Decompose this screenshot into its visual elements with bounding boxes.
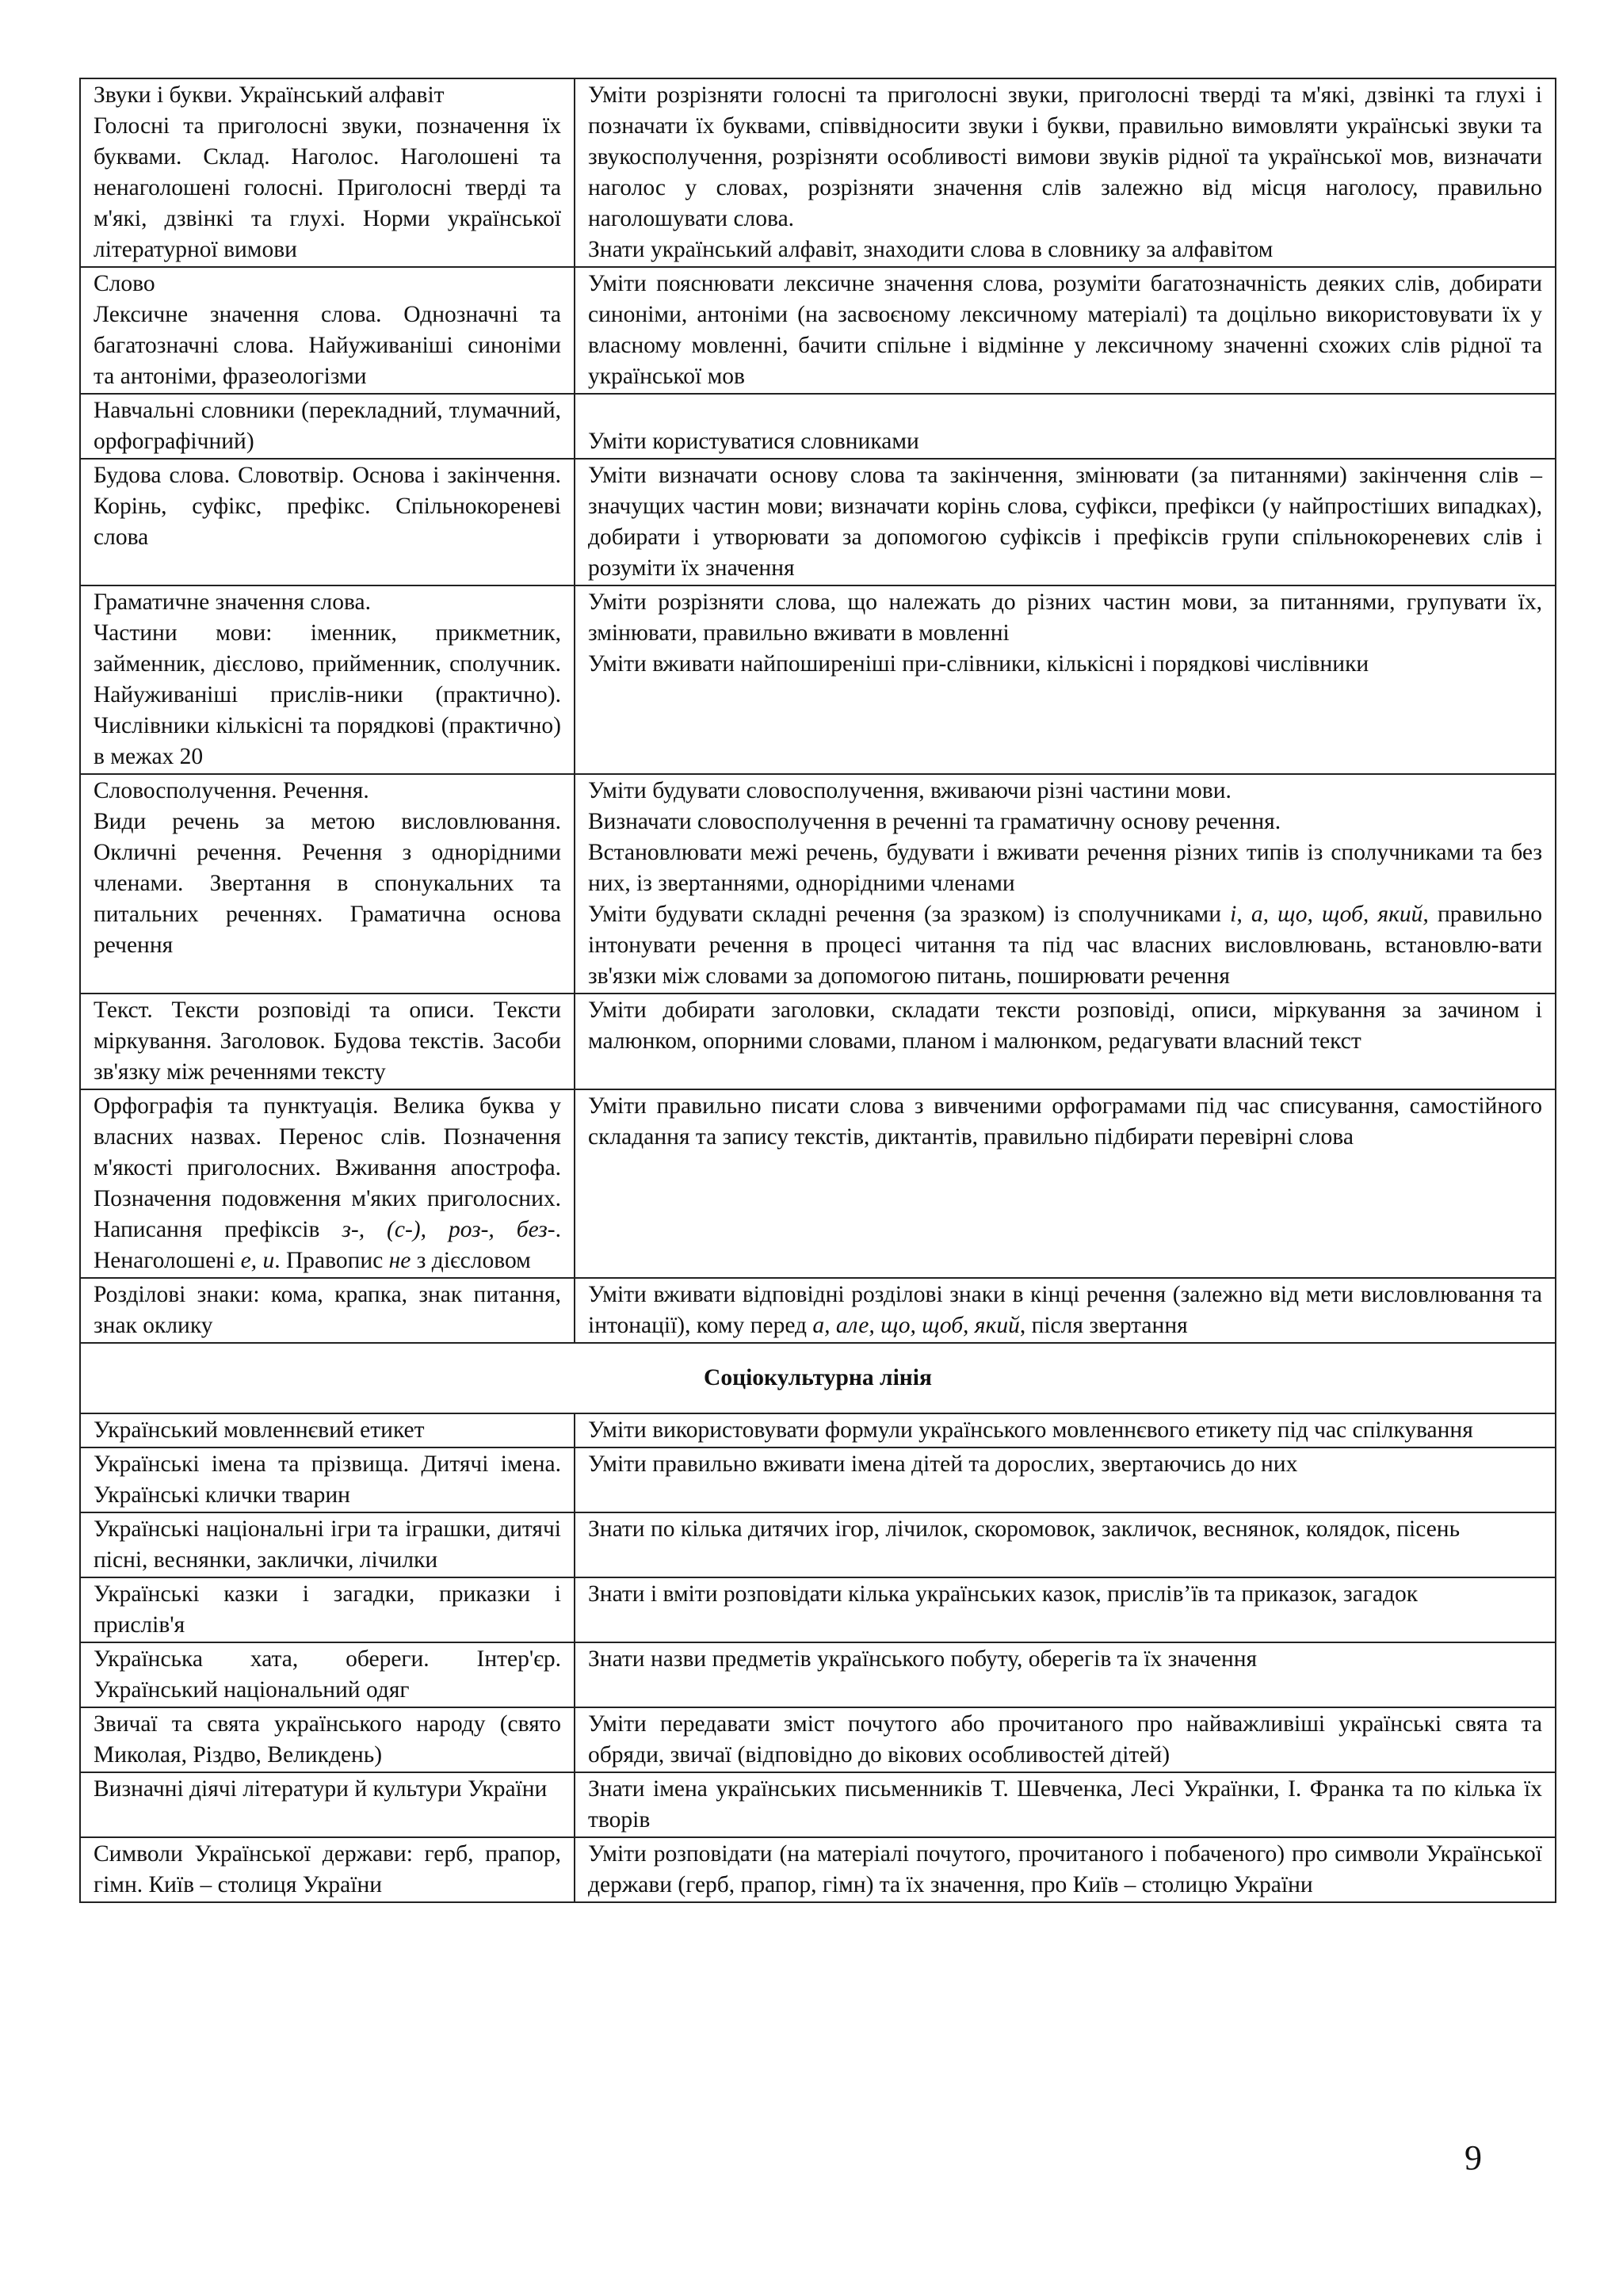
prefixes-list: з-, (с-), роз-, без- (342, 1217, 556, 1242)
table-row (80, 1447, 1556, 1512)
table-row (80, 774, 1556, 994)
topic-cell: Українські імена та прізвища. Дитячі імена. Українські клички тварин (80, 1447, 575, 1512)
page-number: 9 (1465, 2138, 1482, 2177)
topic-cell: Будова слова. Словотвір. Основа і закінчення. Корінь, суфікс, префікс. Спільнокореневі слова (80, 459, 575, 585)
conjunctions-list: а, але, що, щоб, який (812, 1313, 1020, 1338)
table-row (80, 1772, 1556, 1837)
topic-cell: Українська хата, обереги. Інтер'єр. Український національний одяг (80, 1642, 575, 1707)
curriculum-table (79, 78, 1556, 1903)
table-row (80, 1707, 1556, 1772)
topic-cell: Словосполучення. Речення. Види речень за метою висловлювання. Окличні речення. Речення з однорідними членами. Звертання в спонукальних та питальних реченнях. Граматична основа речення (80, 774, 575, 994)
complex-sentence-outcome: Уміти будувати складні речення (за зразком) із сполучниками і, а, що, щоб, який, правильно інтонувати речення в процесі читання та під час власних висловлювань, встановлю-вати зв'язки між словами за допомогою питань, поширювати речення (588, 902, 1543, 989)
outcome-cell: Уміти правильно вживати імена дітей та дорослих, звертаючись до них (575, 1447, 1556, 1512)
table-row (80, 585, 1556, 774)
topic-cell: Розділові знаки: кома, крапка, знак питання, знак оклику (80, 1278, 575, 1343)
table-row (80, 1512, 1556, 1577)
outcome-cell: Уміти добирати заголовки, складати тексти розповіді, описи, міркування за зачином і малюнком, опорними словами, планом і малюнком, редагувати власний текст (575, 994, 1556, 1089)
section-header-row (80, 1343, 1556, 1413)
table-row (80, 267, 1556, 394)
conjunctions-list: і, а, що, щоб, який, (1230, 902, 1429, 927)
outcome-cell: Уміти будувати словосполучення, вживаючи різні частини мови. Визначати словосполучення в реченні та граматичну основу речення. Встановлювати межі речень, будувати і вживати речення різних типів із сполучниками та без них, із звертаннями, однорідними членами Уміти будувати складні речення (за зразком) із сполучниками і, а, що, щоб, який, правильно інтонувати речення в процесі читання та під час власних висловлювань, встановлю-вати зв'язки між словами за допомогою питань, поширювати речення (575, 774, 1556, 994)
topic-cell: Українські казки і загадки, приказки і прислів'я (80, 1577, 575, 1642)
table-row (80, 1577, 1556, 1642)
outcome-cell: Знати по кілька дитячих ігор, лічилок, скоромовок, закличок, веснянок, колядок, пісень (575, 1512, 1556, 1577)
topic-cell: Звуки і букви. Український алфавіт Голосні та приголосні звуки, позначення їх буквами. Склад. Наголос. Наголошені та ненаголошені голосні. Приголосні тверді та м'які, дзвінкі та глухі. Норми української літературної вимови (80, 78, 575, 267)
outcome-cell: Знати імена українських письменників Т. Шевченка, Лесі Українки, І. Франка та по кілька їх творів (575, 1772, 1556, 1837)
outcome-cell: Уміти користуватися словниками (575, 394, 1556, 459)
topic-cell: Визначні діячі літератури й культури України (80, 1772, 575, 1837)
outcome-cell: Уміти пояснювати лексичне значення слова, розуміти багатозначність деяких слів, добирати синоніми, антоніми (на засвоєному лексичному матеріалі) та доцільно використовувати їх у власному мовленні, бачити спільне і відмінне у лексичному значенні схожих слів рідної та української мов (575, 267, 1556, 394)
outcome-cell: Уміти визначати основу слова та закінчення, змінювати (за питаннями) закінчення слів – значущих частин мови; визначати корінь слова, суфікси, префікси (у найпростіших випадках), добирати і утворювати за допомогою суфіксів і префіксів групи спільнокореневих слів і розуміти їх значення (575, 459, 1556, 585)
outcome-cell: Уміти використовувати формули українського мовленнєвого етикету під час спілкування (575, 1413, 1556, 1447)
topic-cell: Граматичне значення слова. Частини мови: іменник, прикметник, займенник, дієслово, прийменник, сполучник. Найуживаніші прислів-ники (практично). Числівники кількісні та порядкові (практично) в межах 20 (80, 585, 575, 774)
topic-cell: Текст. Тексти розповіді та описи. Тексти міркування. Заголовок. Будова текстів. Засоби зв'язку між реченнями тексту (80, 994, 575, 1089)
outcome-cell: Уміти правильно писати слова з вивченими орфограмами під час списування, самостійного складання та запису текстів, диктантів, правильно підбирати перевірні слова (575, 1089, 1556, 1278)
table-row (80, 1413, 1556, 1447)
table-row (80, 1089, 1556, 1278)
table-row (80, 78, 1556, 267)
table-row (80, 1642, 1556, 1707)
topic-cell: Український мовленнєвий етикет (80, 1413, 575, 1447)
outcome-cell: Уміти передавати зміст почутого або прочитаного про найважливіші українські свята та обряди, звичаї (відповідно до вікових особливостей дітей) (575, 1707, 1556, 1772)
table-row (80, 1278, 1556, 1343)
table-row (80, 994, 1556, 1089)
table-row (80, 394, 1556, 459)
outcome-cell: Уміти вживати відповідні розділові знаки в кінці речення (залежно від мети висловлювання та інтонації), кому перед а, але, що, щоб, який, після звертання (575, 1278, 1556, 1343)
topic-cell: Символи Української держави: герб, прапор, гімн. Київ – столиця України (80, 1837, 575, 1902)
outcome-cell: Знати назви предметів українського побуту, оберегів та їх значення (575, 1642, 1556, 1707)
topic-cell: Слово Лексичне значення слова. Однозначні та багатозначні слова. Найуживаніші синоніми та антоніми, фразеологізми (80, 267, 575, 394)
section-title: Соціокультурна лінія (80, 1343, 1556, 1413)
vowels-list: е, и (240, 1248, 275, 1273)
outcome-cell: Уміти розповідати (на матеріалі почутого, прочитаного і побаченого) про символи Української держави (герб, прапор, гімн) та їх значення, про Київ – столицю України (575, 1837, 1556, 1902)
table-row (80, 1837, 1556, 1902)
table-row (80, 459, 1556, 585)
outcome-cell: Уміти розрізняти голосні та приголосні звуки, приголосні тверді та м'які, дзвінкі та глухі і позначати їх буквами, співвідносити звуки і букви, правильно вимовляти українські звуки та звукосполучення, розрізняти особливості вимови звуків рідної та української мов, визначати наголос у словах, розрізняти значення слів залежно від місця наголосу, правильно наголошувати слова. Знати український алфавіт, знаходити слова в словнику за алфавітом (575, 78, 1556, 267)
topic-cell: Орфографія та пунктуація. Велика буква у власних назвах. Перенос слів. Позначення м'якості приголосних. Вживання апострофа. Позначення подовження м'яких приголосних. Написання префіксів з-, (с-), роз-, без-. Ненаголошені е, и. Правопис не з дієсловом (80, 1089, 575, 1278)
topic-cell: Навчальні словники (перекладний, тлумачний, орфографічний) (80, 394, 575, 459)
outcome-cell: Знати і вміти розповідати кілька українських казок, прислів’їв та приказок, загадок (575, 1577, 1556, 1642)
outcome-cell: Уміти розрізняти слова, що належать до різних частин мови, за питаннями, групувати їх, змінювати, правильно вживати в мовленні Уміти вживати найпоширеніші при-слівники, кількісні і порядкові числівники (575, 585, 1556, 774)
topic-cell: Звичаї та свята українського народу (свято Миколая, Різдво, Великдень) (80, 1707, 575, 1772)
particle-ne: не (388, 1248, 411, 1273)
topic-cell: Українські національні ігри та іграшки, дитячі пісні, веснянки, заклички, лічилки (80, 1512, 575, 1577)
